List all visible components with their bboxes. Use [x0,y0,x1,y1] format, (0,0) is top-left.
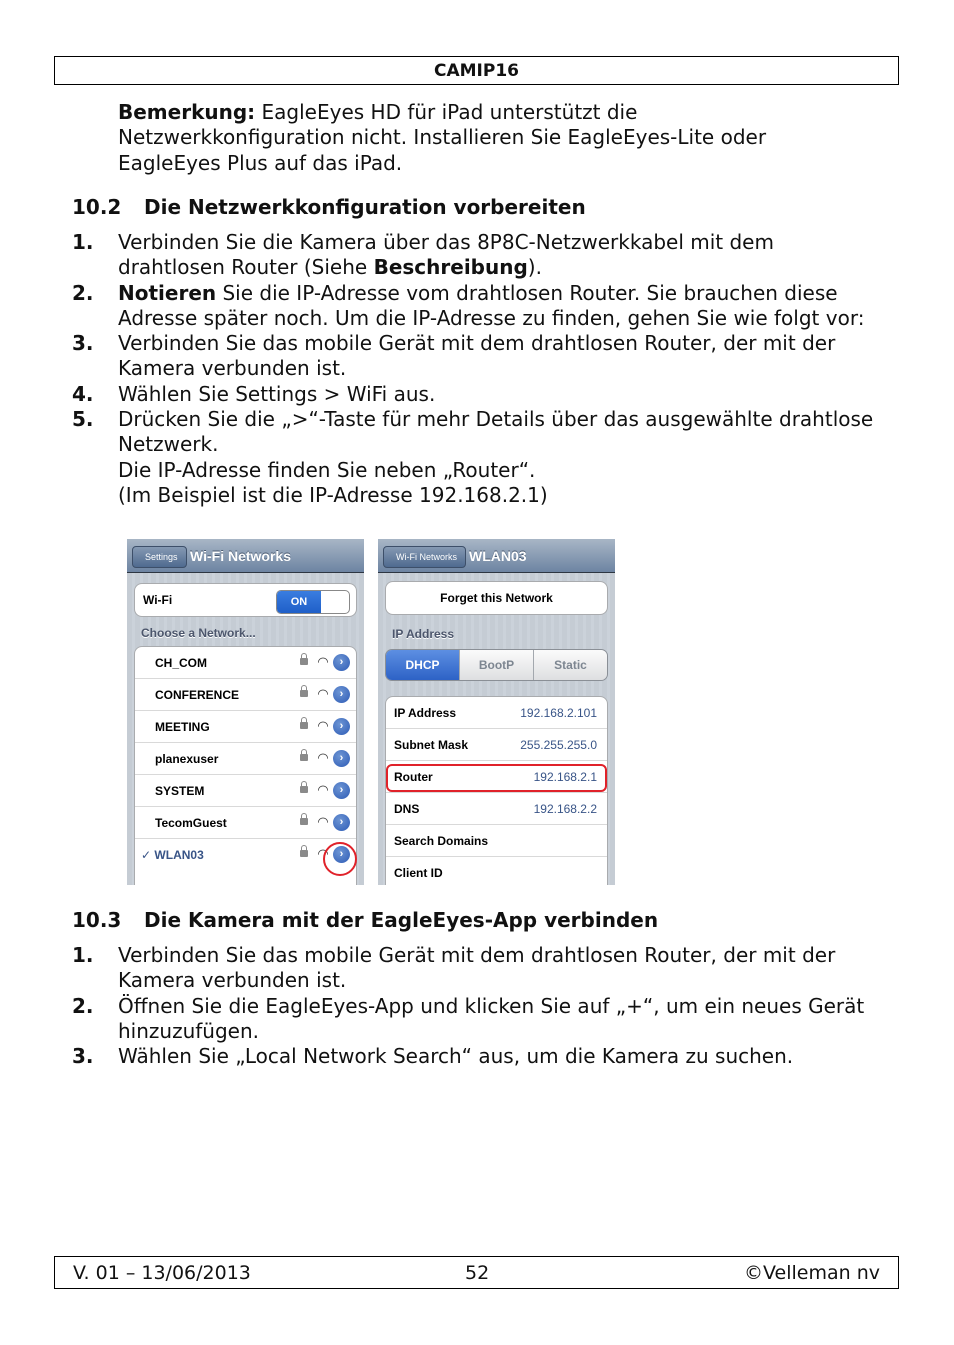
network-name: planexuser [155,752,219,766]
row-label: Search Domains [394,834,489,848]
row-label: IP Address [394,706,457,720]
nav-title: Wi-Fi Networks [190,548,291,564]
wifi-label: Wi-Fi [143,593,173,607]
steps-list-10-2 [72,230,887,508]
segment-dhcp[interactable]: DHCP [386,650,459,680]
ip-address-section-label: IP Address [392,627,455,641]
step-text: Verbinden Sie das mobile Gerät mit dem drahtlosen Router, der mit der Kamera verbunden ist. [118,943,836,993]
lock-icon [300,690,308,697]
step-text: Wählen Sie Settings > WiFi aus. [118,381,436,406]
network-list [134,646,357,885]
network-name: TecomGuest [155,816,227,830]
lock-icon [300,850,308,857]
row-label: Client ID [394,866,443,880]
lock-icon [300,722,308,729]
row-label: DNS [394,802,420,816]
table-row [386,857,607,885]
step-text: Öffnen Sie die EagleEyes-App und klicken Sie auf „+“, um ein neues Gerät hinzuzufügen. [118,993,865,1043]
doc-model: CAMIP16 [434,61,519,81]
footer-copyright: ©Velleman nv [744,1262,880,1284]
network-name: MEETING [155,720,210,734]
list-item [72,407,887,508]
step-text: Die IP-Adresse finden Sie neben „Router“. [118,457,536,482]
segment-static[interactable]: Static [533,650,607,680]
forget-network-button[interactable]: Forget this Network [440,591,553,605]
ip-mode-segmented-control [385,649,608,681]
chevron-right-icon[interactable]: › [333,750,350,767]
chevron-right-icon[interactable]: › [333,718,350,735]
lock-icon [300,818,308,825]
list-item[interactable] [135,647,356,679]
list-item[interactable] [135,711,356,743]
section-title: Die Netzwerkkonfiguration vorbereiten [144,195,586,219]
steps-list-10-3 [72,943,887,1069]
step-text: Drücken Sie die „>“-Taste für mehr Details über das ausgewählte drahtlose Netzwerk. [118,407,874,457]
table-row [386,729,607,761]
step-number: 2. [72,993,94,1018]
step-number: 2. [72,280,94,305]
step-bold: Beschreibung [373,255,528,280]
step-number: 1. [72,943,94,967]
step-text: Verbinden Sie die Kamera über das 8P8C-Netzwerkkabel mit dem drahtlosen Router (Siehe [118,230,774,280]
back-button[interactable]: Wi-Fi Networks [383,546,466,568]
page-footer [54,1256,899,1289]
list-item [72,943,887,994]
chevron-right-icon[interactable]: › [333,654,350,671]
network-name: SYSTEM [155,784,205,798]
row-value: 192.168.2.1 [533,770,597,784]
network-name: CONFERENCE [155,688,240,702]
list-item [72,331,887,382]
list-item [72,281,887,332]
list-item[interactable] [135,679,356,711]
chevron-right-icon[interactable]: › [333,686,350,703]
list-item [72,382,887,407]
section-heading-10-2 [72,195,586,220]
section-title: Die Kamera mit der EagleEyes-App verbinden [144,908,659,932]
chevron-right-icon[interactable]: › [333,846,350,863]
network-name: WLAN03 [154,848,204,862]
wifi-icon: ◠ [318,718,328,733]
step-bold: Notieren [118,280,217,305]
page-number: 52 [465,1262,490,1284]
row-label: Subnet Mask [394,738,469,752]
list-item [72,230,887,281]
step-number: 4. [72,381,94,406]
step-number: 1. [72,230,94,254]
row-value: 192.168.2.101 [520,706,597,720]
network-detail-screenshot [378,539,615,885]
back-button[interactable]: Settings [132,546,187,568]
step-text: Verbinden Sie das mobile Gerät mit dem drahtlosen Router, der mit der Kamera verbunden ist. [118,331,836,381]
checkmark-icon: ✓ [141,848,152,862]
lock-icon [300,786,308,793]
section-number: 10.2 [72,195,122,219]
note-text: EagleEyes HD für iPad unterstützt die Netzwerkkonfiguration nicht. Installieren Sie EagleEyes-Lite oder EagleEyes Plus auf das iPad. [118,100,767,175]
row-value: 255.255.255.0 [520,738,597,752]
section-number: 10.3 [72,908,122,932]
footer-version: V. 01 – 13/06/2013 [73,1262,251,1284]
nav-bar [378,539,615,573]
step-number: 5. [72,407,94,432]
router-highlight-box [386,764,607,792]
step-number: 3. [72,1044,94,1069]
chevron-right-icon[interactable]: › [333,782,350,799]
wifi-icon: ◠ [318,686,328,701]
table-row [386,793,607,825]
network-name: CH_COM [155,656,208,670]
nav-title: WLAN03 [469,548,527,564]
table-row [386,825,607,857]
wifi-icon: ◠ [318,654,328,669]
page-header [54,56,899,85]
wifi-row [135,584,356,616]
choose-network-label: Choose a Network... [141,626,256,640]
wifi-icon: ◠ [318,782,328,797]
highlight-circle [323,842,357,876]
list-item [72,1044,887,1069]
lock-icon [300,658,308,665]
step-text: Wählen Sie „Local Network Search“ aus, um die Kamera zu suchen. [118,1044,794,1069]
wifi-networks-screenshot [127,539,364,885]
list-item[interactable] [135,775,356,807]
toggle-on-label: ON [277,591,321,613]
wifi-icon: ◠ [318,846,328,861]
step-text: ). [527,255,542,280]
lock-icon [300,754,308,761]
note-paragraph [118,100,838,176]
step-text: (Im Beispiel ist die IP-Adresse 192.168.2.1) [118,482,548,507]
wifi-icon: ◠ [318,814,328,829]
row-value: 192.168.2.2 [533,802,597,816]
step-number: 3. [72,331,94,356]
wifi-toggle-group [134,583,357,617]
section-heading-10-3 [72,908,658,933]
wifi-icon: ◠ [318,750,328,765]
list-item[interactable] [135,743,356,775]
nav-bar [127,539,364,573]
segment-bootp[interactable]: BootP [459,650,533,680]
note-label: Bemerkung: [118,100,256,124]
chevron-right-icon[interactable]: › [333,814,350,831]
row-label: Router [394,770,433,784]
wifi-toggle[interactable] [276,590,350,614]
list-item [72,994,887,1045]
forget-network-group [385,581,608,615]
step-text: Sie die IP-Adresse vom drahtlosen Router. Sie brauchen diese Adresse später noch. Um die IP-Adresse zu finden, gehen Sie wie folgt vor: [118,280,865,330]
list-item[interactable] [135,807,356,839]
table-row [386,697,607,729]
